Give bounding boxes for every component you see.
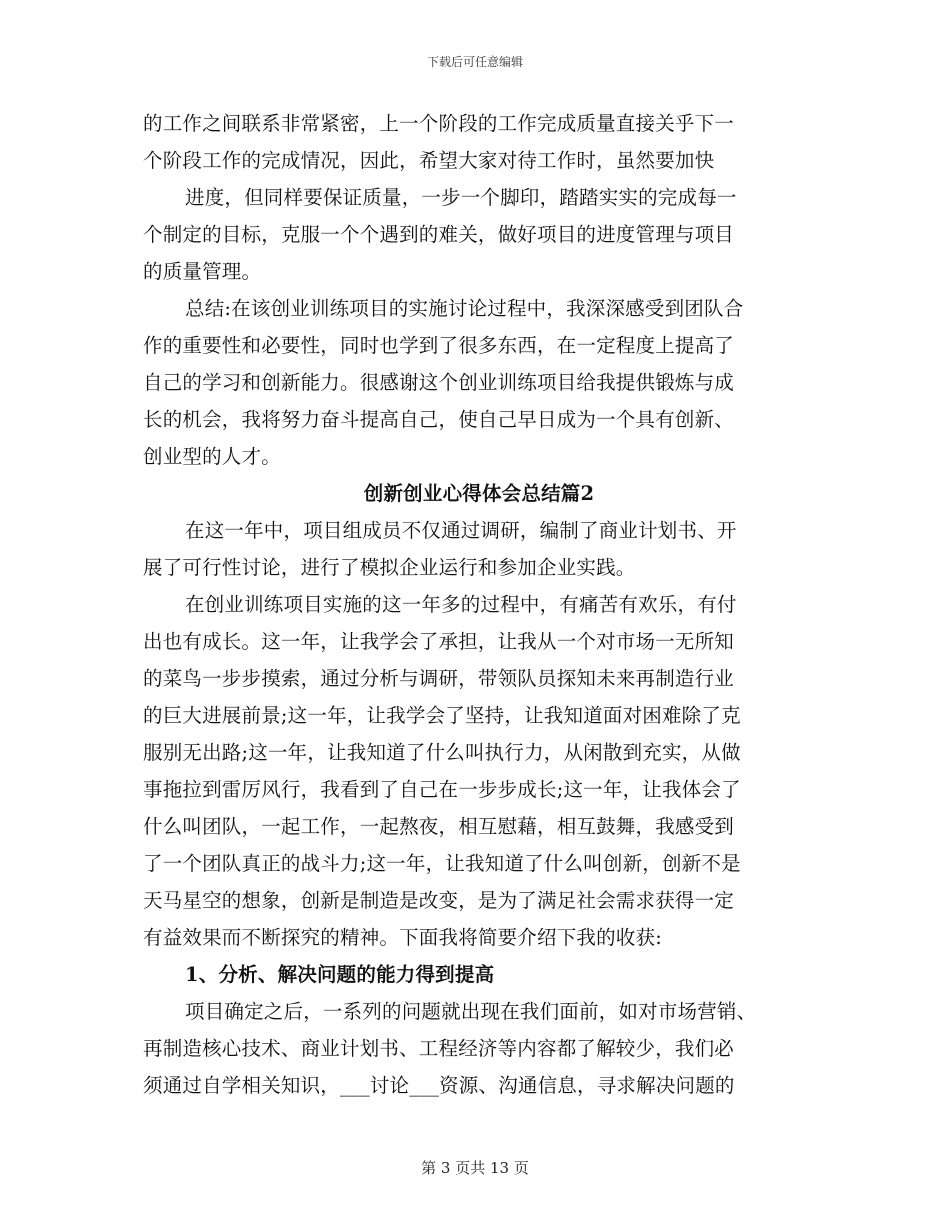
text-line: 作的重要性和必要性，同时也学到了很多东西，在一定程度上提高了 xyxy=(143,334,735,357)
subsection-title: 1、分析、解决问题的能力得到提高 xyxy=(185,963,495,986)
page-footer: 第 3 页共 13 页 xyxy=(421,1159,529,1177)
text-line: 的质量管理。 xyxy=(143,260,262,283)
text-line: 的菜鸟一步步摸索，通过分析与调研，带领队员探知未来再制造行业 xyxy=(143,667,735,690)
text-line: 个制定的目标，克服一个个遇到的难关，做好项目的进度管理与项目 xyxy=(143,223,735,246)
text-line: 创业型的人才。 xyxy=(143,445,281,468)
text-line: 自己的学习和创新能力。很感谢这个创业训练项目给我提供锻炼与成 xyxy=(143,371,735,394)
text-line: 项目确定之后，一系列的问题就出现在我们面前，如对市场营销、 xyxy=(185,1000,757,1023)
text-line: 的工作之间联系非常紧密，上一个阶段的工作完成质量直接关乎下一 xyxy=(143,112,735,135)
text-line: 事拖拉到雷厉风行，我看到了自己在一步步成长;这一年，让我体会了 xyxy=(143,778,741,801)
page-header: 下载后可任意编辑 xyxy=(426,55,523,69)
summary-paragraph-line: 总结:在该创业训练项目的实施讨论过程中，我深深感受到团队合 xyxy=(185,297,744,320)
text-line: 展了可行性讨论，进行了模拟企业运行和参加企业实践。 xyxy=(143,556,636,579)
text-line: 了一个团队真正的战斗力;这一年，让我知道了什么叫创新，创新不是 xyxy=(143,852,741,875)
text-line: 进度，但同样要保证质量，一步一个脚印，踏踏实实的完成每一 xyxy=(185,186,737,209)
text-line: 什么叫团队，一起工作，一起熬夜，相互慰藉，相互鼓舞，我感受到 xyxy=(143,815,735,838)
text-line: 天马星空的想象，创新是制造是改变，是为了满足社会需求获得一定 xyxy=(143,889,735,912)
document-body xyxy=(143,105,815,1104)
text-line: 个阶段工作的完成情况，因此，希望大家对待工作时，虽然要加快 xyxy=(143,149,715,172)
text-line: 有益效果而不断探究的精神。下面我将简要介绍下我的收获: xyxy=(143,926,662,949)
text-line: 须通过自学相关知识，___讨论___资源、沟通信息，寻求解决问题的 xyxy=(143,1074,735,1097)
section-title: 创新创业心得体会总结篇2 xyxy=(363,482,595,505)
text-line: 的巨大进展前景;这一年，让我学会了坚持，让我知道面对困难除了克 xyxy=(143,704,741,727)
text-line: 在这一年中，项目组成员不仅通过调研，编制了商业计划书、开 xyxy=(185,519,737,542)
text-line: 再制造核心技术、商业计划书、工程经济等内容都了解较少，我们必 xyxy=(143,1037,735,1060)
text-line: 服别无出路;这一年，让我知道了什么叫执行力，从闲散到充实，从做 xyxy=(143,741,741,764)
text-line: 在创业训练项目实施的这一年多的过程中，有痛苦有欢乐，有付 xyxy=(185,593,737,616)
text-line: 长的机会，我将努力奋斗提高自己，使自己早日成为一个具有创新、 xyxy=(143,408,735,431)
text-line: 出也有成长。这一年，让我学会了承担，让我从一个对市场一无所知 xyxy=(143,630,735,653)
